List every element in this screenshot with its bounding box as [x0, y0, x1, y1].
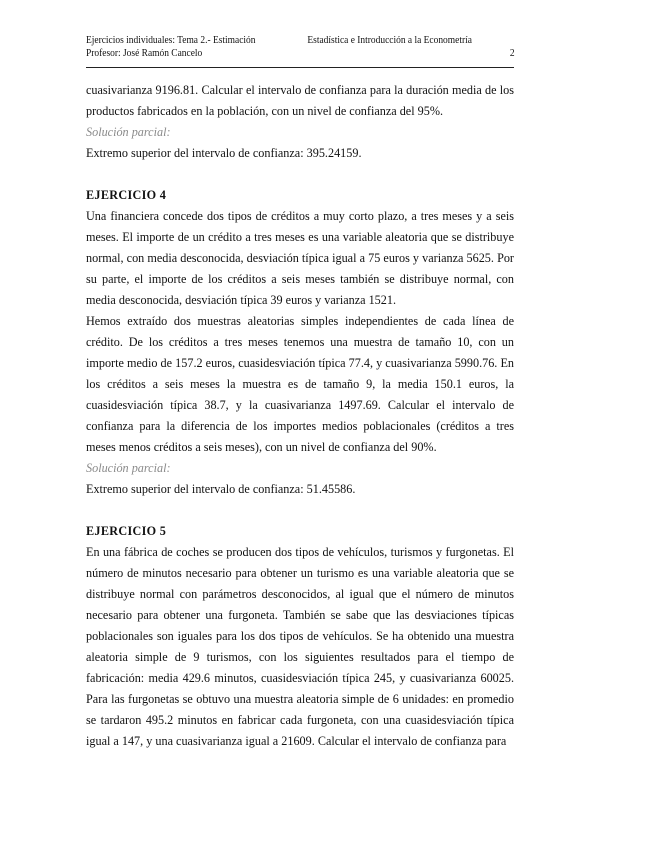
header-professor: Profesor: José Ramón Cancelo: [86, 48, 203, 59]
ex5-paragraph-1: En una fábrica de coches se producen dos tipos de vehículos, turismos y furgonetas. El número de minutos necesario para obtener un turismo es una variable aleatoria que se distribuye normal con parámetros desconocidos, al igual que el número de minutos necesario para obtener una furgoneta. También se sabe que las desviaciones típicas poblacionales son iguales para los dos tipos de vehículos. Se ha obtenido una muestra aleatoria simple de 9 turismos, con los siguientes resultados para el tiempo de fabricación: media 429.6 minutos, cuasidesviación típica 245, y cuasivarianza 60025. Para las furgonetas se obtuvo una muestra aleatoria simple de 6 unidades: en promedio se tardaron 495.2 minutos en fabricar cada furgoneta, con una cuasidesviación típica igual a 147, y una cuasivarianza igual a 21609. Calcular el intervalo de confianza para: [86, 545, 514, 748]
ex4-solution-label: Solución parcial:: [86, 461, 171, 475]
ex3-solution-text: Extremo superior del intervalo de confianza: 395.24159.: [86, 146, 362, 160]
ex3-continuation: cuasivarianza 9196.81. Calcular el intervalo de confianza para la duración media de los productos fabricados en la población, con un nivel de confianza del 95%.: [86, 83, 514, 118]
header-course-line: Ejercicios individuales: Tema 2.- Estimación: [86, 35, 256, 46]
page-number: 2: [509, 48, 515, 59]
header-subject: Estadística e Introducción a la Econometría: [307, 35, 472, 46]
ex4-solution-text: Extremo superior del intervalo de confianza: 51.45586.: [86, 482, 356, 496]
ex4-paragraph-2: Hemos extraído dos muestras aleatorias simples independientes de cada línea de crédito. De los créditos a tres meses tenemos una muestra de tamaño 10, con un importe medio de 157.2 euros, cuasidesviación típica 77.4, y cuasivarianza 5990.76. En los créditos a seis meses la muestra es de tamaño 9, la media 150.1 euros, la cuasidesviación típica 38.7, y la cuasivarianza 1497.69. Calcular el intervalo de confianza para la diferencia de los importes medios poblacionales (créditos a tres meses menos créditos a seis meses), con un nivel de confianza del 90%.: [86, 314, 514, 454]
ex3-solution-label: Solución parcial:: [86, 125, 171, 139]
header-rule: [86, 67, 514, 68]
ex5-heading: EJERCICIO 5: [86, 524, 167, 538]
document-body: [86, 80, 514, 752]
ex4-paragraph-1: Una financiera concede dos tipos de créditos a muy corto plazo, a tres meses y a seis meses. El importe de un crédito a tres meses es una variable aleatoria que se distribuye normal, con media desconocida, desviación típica igual a 75 euros y varianza 5625. Por su parte, el importe de los créditos a seis meses también se distribuye normal, con media desconocida, desviación típica 39 euros y varianza 1521.: [86, 209, 514, 307]
ex4-heading: EJERCICIO 4: [86, 188, 167, 202]
